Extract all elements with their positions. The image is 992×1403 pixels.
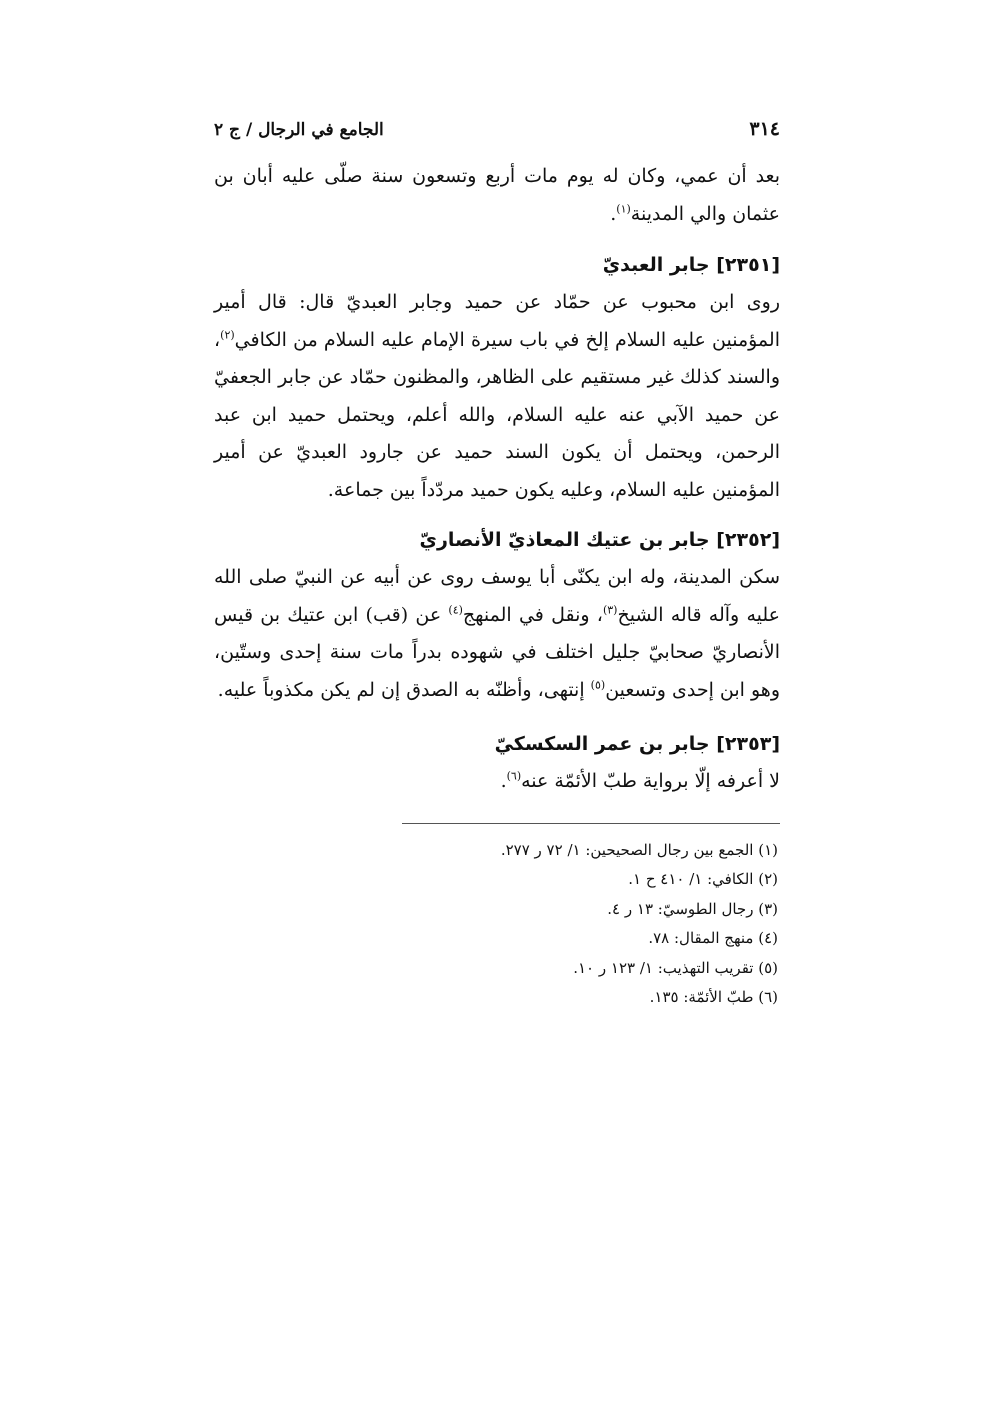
footnote-2: (٢) الكافي: ١/ ٤١٠ ح ١. bbox=[628, 870, 778, 888]
intro-end: . bbox=[610, 202, 617, 225]
footnote-1: (١) الجمع بين رجال الصحيحين: ١/ ٧٢ ر ٢٧٧. bbox=[500, 840, 778, 859]
footnote-separator bbox=[214, 823, 780, 824]
footnote-ref-3: (٣) bbox=[602, 603, 618, 617]
entry-2351-text-2: ، والسند كذلك غير مستقيم على الظاهر، والمظنون حمّاد عن جابر الجعفيّ عن حميد الآبي عنه عليه السلام، والله أعلم، ويحتمل حميد ابن عبد الرحمن، ويحتمل أن يكون السند حميد عن جارود العبديّ عن أمير المؤمنين عليه السلام، وعليه يكون حميد مردّداً بين جماعة. bbox=[214, 328, 780, 501]
running-title: الجامع في الرجال / ج ٢ bbox=[214, 120, 384, 140]
footnote-3: (٣) رجال الطوسيّ: ١٣ ر ٤. bbox=[607, 899, 778, 918]
separator-line bbox=[402, 823, 780, 824]
entry-2352-text-1: سكن المدينة، وله ابن يكنّى أبا يوسف روى عن أبيه عن النبيّ صلى الله عليه وآله قاله الشيخ bbox=[214, 566, 780, 626]
footnote-ref-5: (٥) bbox=[590, 678, 606, 692]
book-page bbox=[214, 118, 780, 1013]
entry-2351-text-1: روى ابن محبوب عن حمّاد عن حميد وجابر العبديّ قال: قال أمير المؤمنين عليه السلام إلخ في باب سيرة الإمام عليه السلام من الكافي bbox=[214, 291, 780, 351]
footnote-6: (٦) طبّ الأئمّة: ١٣٥. bbox=[649, 988, 778, 1006]
footnote-ref-2: (٢) bbox=[220, 328, 235, 342]
entry-heading-2352: [٢٣٥٢] جابر بن عتيك المعاذيّ الأنصاريّ bbox=[419, 529, 780, 551]
entry-2352-text-2: ، ونقل في المنهج bbox=[462, 603, 603, 626]
footnote-4: (٤) منهج المقال: ٧٨. bbox=[648, 929, 778, 947]
entry-2352-text-4: إنتهى، وأظنّه به الصدق إن لم يكن مكذوباً عليه. bbox=[217, 678, 591, 701]
footnote-ref-4: (٤) bbox=[448, 603, 463, 617]
page-number: ٣١٤ bbox=[749, 118, 780, 140]
entry-body-2353 bbox=[214, 763, 780, 801]
footnote-5: (٥) تقريب التهذيب: ١/ ١٢٣ ر ١٠. bbox=[573, 958, 778, 977]
entry-2353-text-2: . bbox=[500, 770, 507, 792]
entry-body-2352 bbox=[214, 559, 780, 709]
footnotes bbox=[214, 836, 780, 1013]
entry-heading-2351: [٢٣٥١] جابر العبديّ bbox=[602, 254, 780, 276]
entry-2352-text-3: عن (قب) ابن عتيك بن قيس الأنصاريّ صحابيّ جليل اختلف في شهوده بدراً مات سنة إحدى وستّين، وهو ابن إحدى وتسعين bbox=[214, 603, 780, 701]
intro-text: بعد أن عمي، وكان له يوم مات أربع وتسعون سنة صلّى عليه أبان بن عثمان والي المدينة bbox=[214, 165, 780, 225]
page-header bbox=[214, 118, 780, 158]
intro-paragraph bbox=[214, 158, 780, 233]
entry-2353-text-1: لا أعرفه إلّا برواية طبّ الأئمّة عنه bbox=[521, 770, 780, 792]
entry-body-2351 bbox=[214, 284, 780, 509]
footnote-ref-6: (٦) bbox=[506, 769, 522, 783]
entry-heading-2353: [٢٣٥٣] جابر بن عمر السكسكيّ bbox=[494, 733, 780, 755]
footnote-ref-1: (١) bbox=[616, 202, 631, 216]
